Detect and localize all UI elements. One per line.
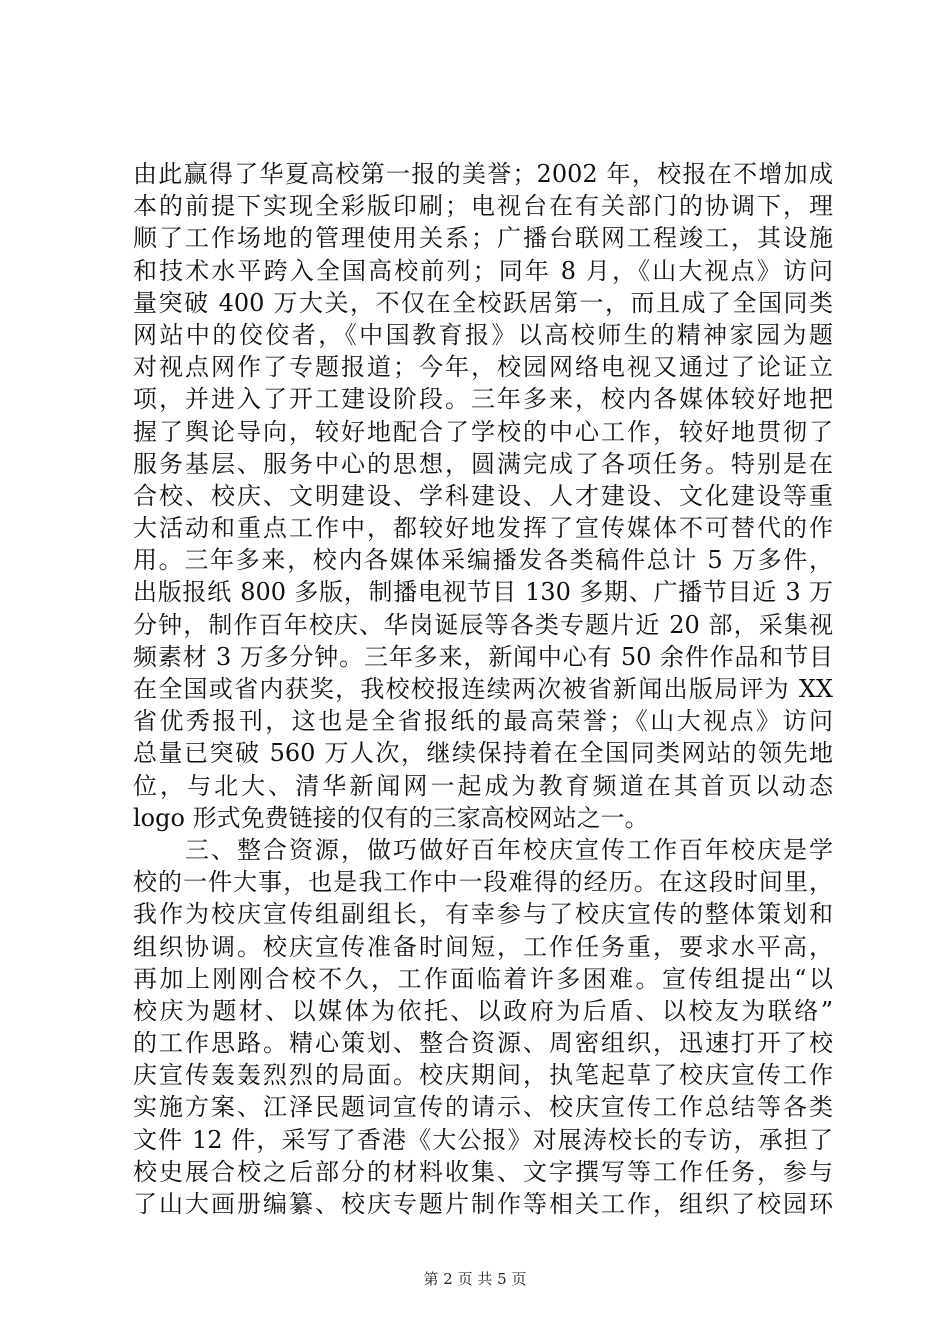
- text-line: 对视点网作了专题报道；今年，校园网络电视又通过了论证立: [133, 353, 833, 382]
- text-line: 在全国或省内获奖，我校校报连续两次被省新闻出版局评为 XX: [133, 675, 833, 703]
- text-line: 再加上刚刚合校不久，工作面临着许多困难。宣传组提出“以: [133, 964, 833, 993]
- text-line: 组织协调。校庆宣传准备时间短，工作任务重，要求水平高，: [133, 932, 833, 961]
- text-line: 校的一件大事，也是我工作中一段难得的经历。在这段时间里，: [133, 868, 833, 897]
- text-line: 和技术水平跨入全国高校前列；同年 8 月，《山大视点》访问: [133, 256, 833, 285]
- text-line: 大活动和重点工作中，都较好地发挥了宣传媒体不可替代的作: [133, 514, 833, 543]
- text-line: 省优秀报刊，这也是全省报纸的最高荣誉；《山大视点》访问: [133, 707, 833, 736]
- text-line: 了山大画册编纂、校庆专题片制作等相关工作，组织了校园环: [133, 1190, 833, 1218]
- text-line: 文件 12 件，采写了香港《大公报》对展涛校长的专访，承担了: [133, 1125, 833, 1154]
- text-line: 校史展合校之后部分的材料收集、文字撰写等工作任务，参与: [133, 1157, 833, 1186]
- text-line: 总量已突破 560 万人次，继续保持着在全国同类网站的领先地: [133, 739, 833, 768]
- text-line: 我作为校庆宣传组副组长，有幸参与了校庆宣传的整体策划和: [133, 900, 833, 929]
- text-line: 网站中的佼佼者，《中国教育报》以高校师生的精神家园为题: [133, 320, 833, 349]
- text-line: 校庆为题材、以媒体为依托、以政府为后盾、以校友为联络”: [133, 996, 833, 1025]
- text-line: 服务基层、服务中心的思想，圆满完成了各项任务。特别是在: [133, 449, 833, 478]
- text-line: 合校、校庆、文明建设、学科建设、人才建设、文化建设等重: [133, 481, 833, 510]
- text-line: 出版报纸 800 多版，制播电视节目 130 多期、广播节目近 3 万: [133, 578, 833, 607]
- text-line: 本的前提下实现全彩版印刷；电视台在有关部门的协调下，理: [133, 192, 833, 221]
- text-line: 握了舆论导向，较好地配合了学校的中心工作，较好地贯彻了: [133, 417, 833, 446]
- text-line: 的工作思路。精心策划、整合资源、周密组织，迅速打开了校: [133, 1029, 833, 1058]
- text-line: 频素材 3 万多分钟。三年多来，新闻中心有 50 余件作品和节目: [133, 642, 833, 671]
- text-line: 实施方案、江泽民题词宣传的请示、校庆宣传工作总结等各类: [133, 1093, 833, 1122]
- text-line: 位，与北大、清华新闻网一起成为教育频道在其首页以动态: [133, 771, 833, 800]
- text-line: 分钟，制作百年校庆、华岗诞辰等各类专题片近 20 部，采集视: [133, 610, 833, 639]
- section-heading-line: 三、整合资源，做巧做好百年校庆宣传工作百年校庆是学: [185, 835, 833, 864]
- text-line: 由此赢得了华夏高校第一报的美誉；2002 年，校报在不增加成: [133, 160, 833, 188]
- text-line: 用。三年多来，校内各媒体采编播发各类稿件总计 5 万多件，: [133, 546, 833, 575]
- text-line: 量突破 400 万大关，不仅在全校跃居第一，而且成了全国同类: [133, 288, 833, 317]
- text-line: 顺了工作场地的管理使用关系；广播台联网工程竣工，其设施: [133, 224, 833, 253]
- page-number-footer: 第 2 页 共 5 页: [423, 1270, 527, 1288]
- text-line: logo 形式免费链接的仅有的三家高校网站之一。: [133, 803, 649, 832]
- body-text: [133, 158, 833, 1220]
- text-line: 项，并进入了开工建设阶段。三年多来，校内各媒体较好地把: [133, 385, 833, 414]
- text-line: 庆宣传轰轰烈烈的局面。校庆期间，执笔起草了校庆宣传工作: [133, 1061, 833, 1090]
